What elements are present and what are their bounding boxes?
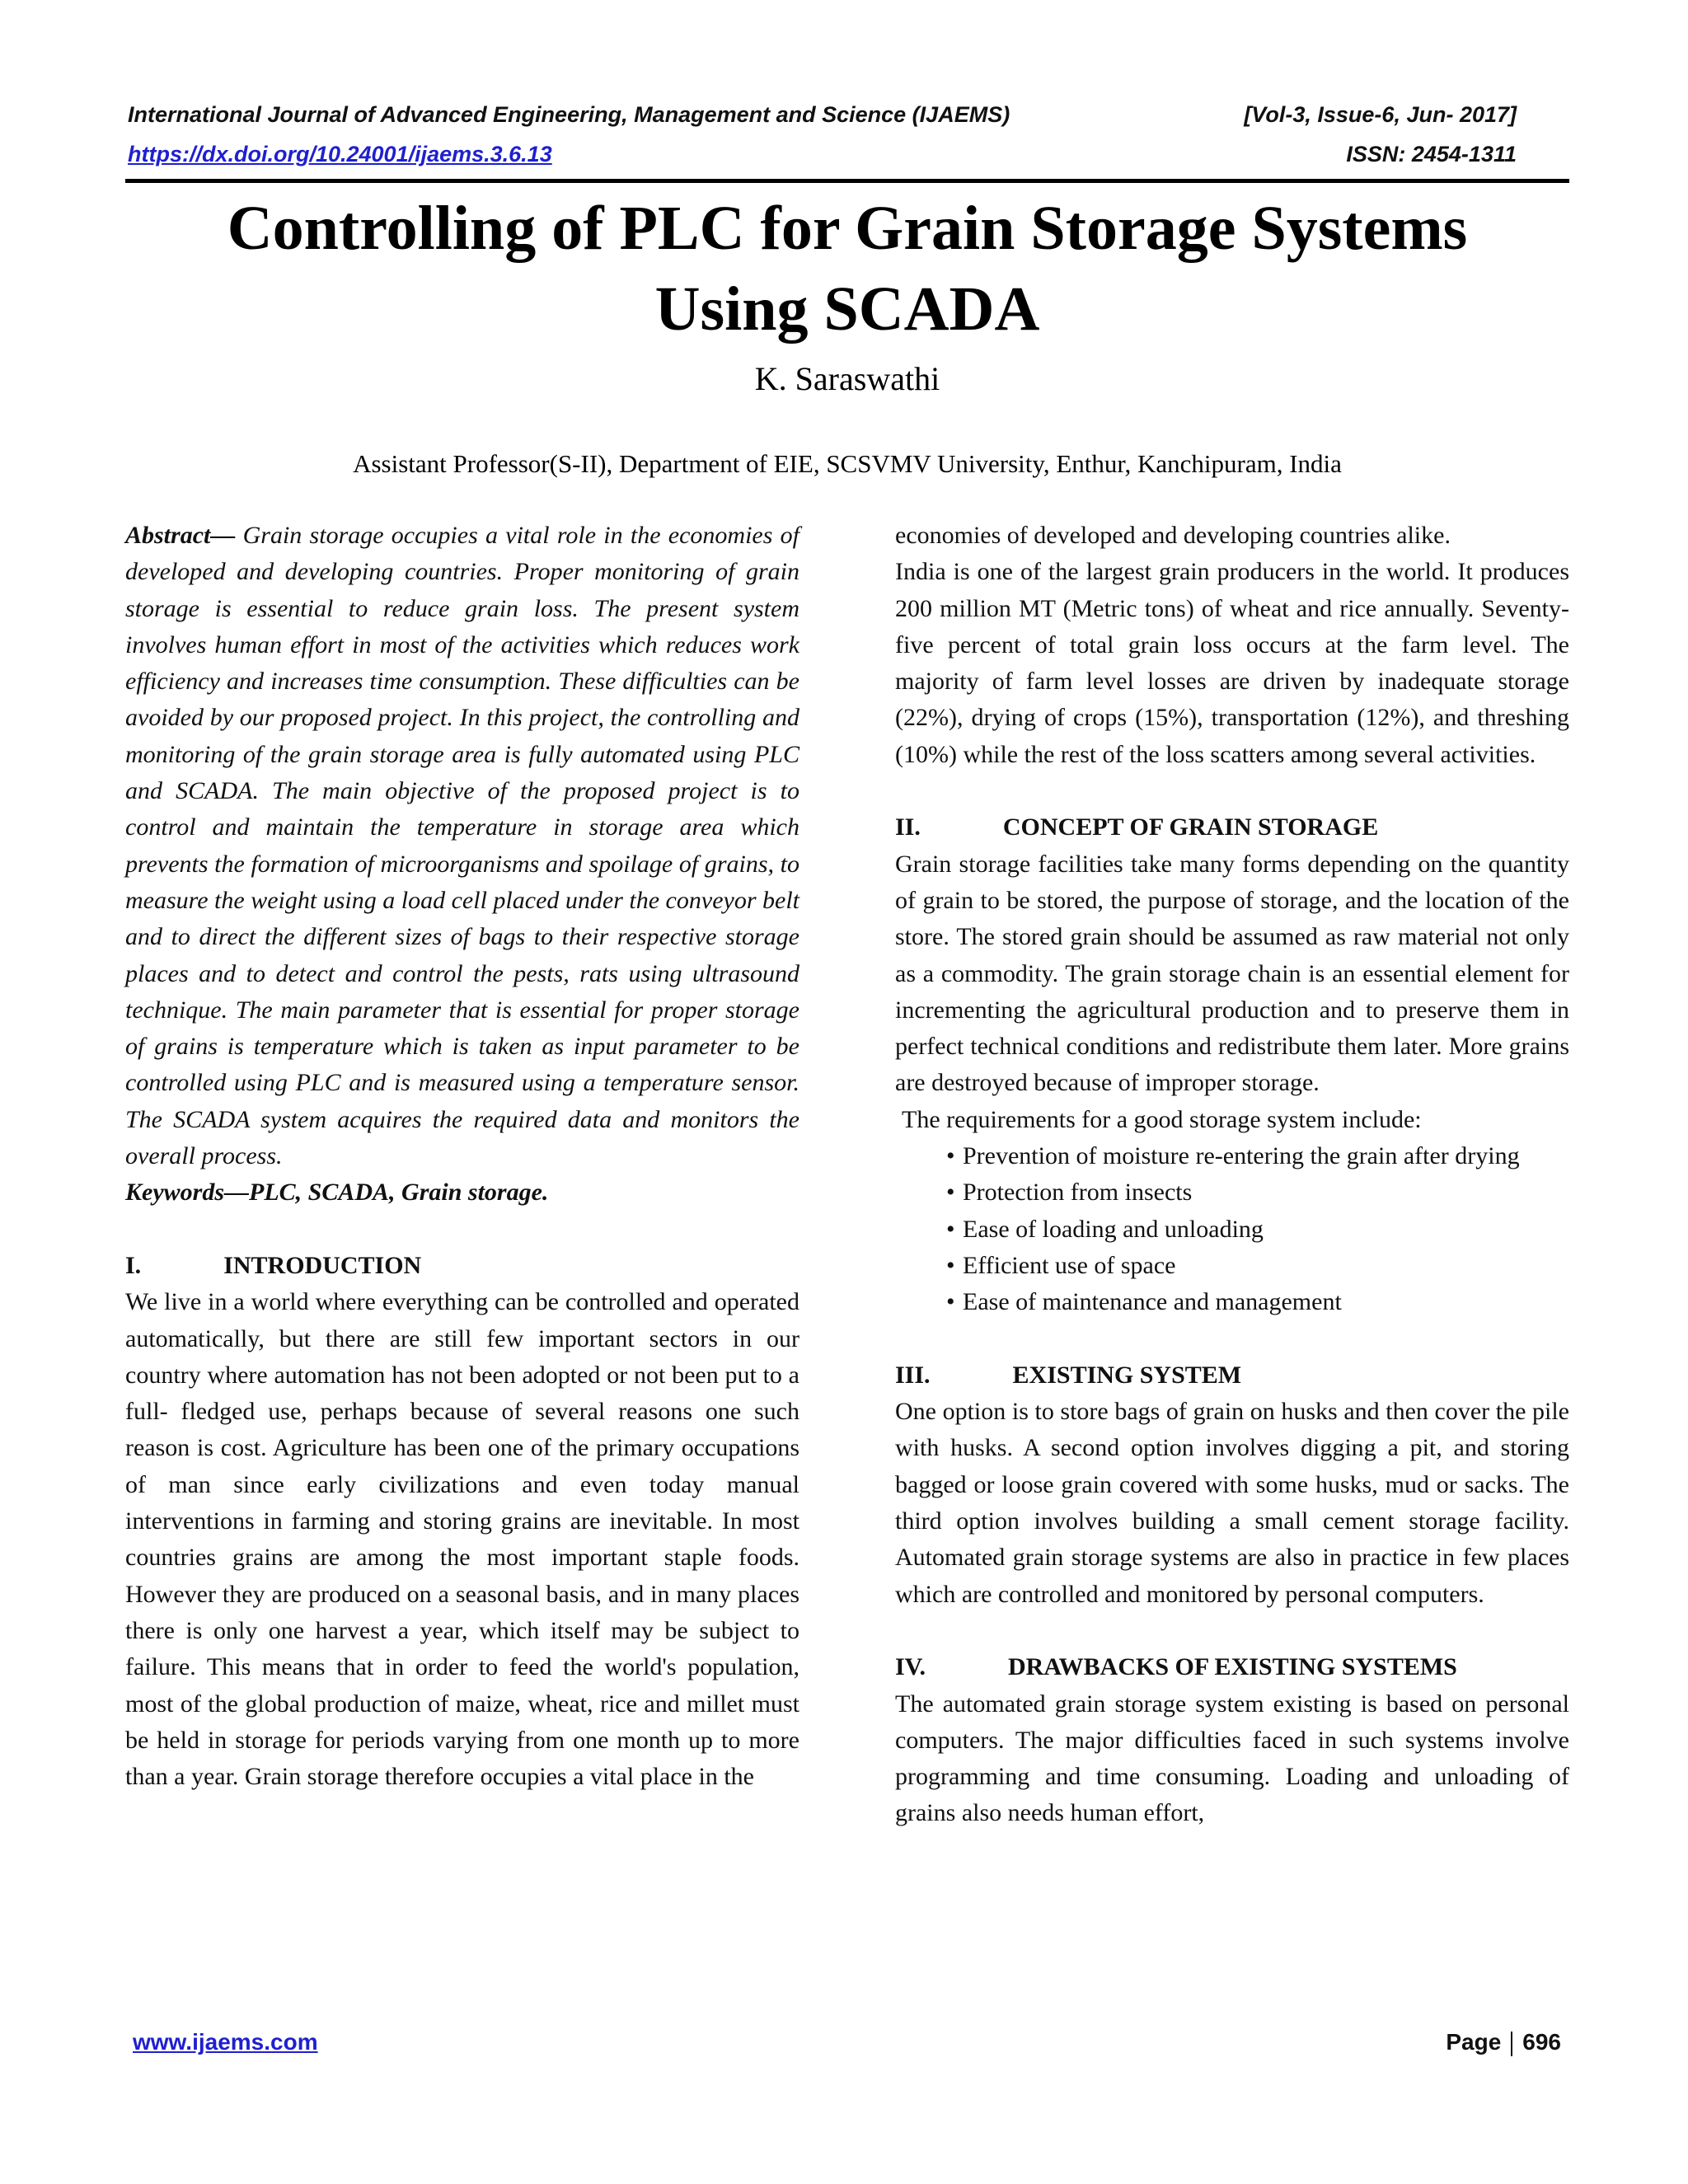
- author-name: K. Saraswathi: [754, 360, 940, 397]
- list-item: • Ease of loading and unloading: [946, 1212, 1569, 1248]
- page-label: Page: [1446, 2029, 1502, 2055]
- page-number: [1446, 2029, 1561, 2056]
- list-item: • Protection from insects: [946, 1174, 1569, 1211]
- right-column: [895, 518, 1569, 1832]
- issn: ISSN: 2454-1311: [1346, 142, 1517, 166]
- section-number: IV.: [895, 1653, 926, 1681]
- section-heading-concept: [895, 809, 1569, 846]
- title-line-1: Controlling of PLC for Grain Storage Systems: [227, 194, 1468, 263]
- list-item: • Efficient use of space: [946, 1248, 1569, 1284]
- doi-link[interactable]: https://dx.doi.org/10.24001/ijaems.3.6.13: [128, 142, 552, 166]
- section-title: EXISTING SYSTEM: [1012, 1361, 1242, 1389]
- requirements-intro: The requirements for a good storage system include:: [902, 1105, 1422, 1133]
- title-line-2: Using SCADA: [654, 274, 1040, 344]
- section-title: INTRODUCTION: [223, 1251, 422, 1279]
- list-item: • Ease of maintenance and management: [946, 1284, 1569, 1320]
- left-column: [125, 518, 799, 1795]
- abstract-paragraph: [125, 518, 799, 1174]
- paper-title: [125, 188, 1569, 349]
- section-number: II.: [895, 813, 921, 841]
- section-title: DRAWBACKS OF EXISTING SYSTEMS: [1007, 1653, 1457, 1681]
- header-rule: [125, 179, 1569, 183]
- section-heading-introduction: [125, 1248, 799, 1284]
- list-item: • Prevention of moisture re-entering the grain after drying: [946, 1138, 1569, 1174]
- drawbacks-paragraph: The automated grain storage system existing is based on personal computers. The major difficulties faced in such systems involve programming and time consuming. Loading and unloading of grains also needs human effort,: [895, 1690, 1569, 1827]
- section-number: III.: [895, 1361, 931, 1389]
- keywords: Keywords—PLC, SCADA, Grain storage.: [125, 1179, 549, 1207]
- introduction-continued: economies of developed and developing countries alike.: [895, 522, 1451, 549]
- section-heading-existing-system: [895, 1357, 1569, 1394]
- author-affiliation: Assistant Professor(S-II), Department of EIE, SCSVMV University, Enthur, Kanchipuram, India: [353, 449, 1342, 478]
- section-number: I.: [125, 1251, 142, 1279]
- page-number-value: 696: [1522, 2029, 1561, 2055]
- existing-system-paragraph: One option is to store bags of grain on husks and then cover the pile with husks. A second option involves digging a pit, and storing bagged or loose grain covered with some husks, mud or sacks. The third option involves building a small cement storage facility. Automated grain storage systems are also in practice in few places which are controlled and monitored by personal computers.: [895, 1398, 1569, 1608]
- volume-info: [Vol-3, Issue-6, Jun- 2017]: [1244, 102, 1517, 127]
- introduction-paragraph: We live in a world where everything can be controlled and operated automatically, but there are still few important sectors in our country where automation has not been adopted or not been put to a full- fledged use, perhaps because of several reasons one such reason is cost. Agriculture has been one of the primary occupations of man since early civilizations and even today manual interventions in farming and storing grains are inevitable. In most countries grains are among the most important staple foods. However they are produced on a seasonal basis, and in many places there is only one harvest a year, which itself may be subject to failure. This means that in order to feed the world's population, most of the global production of maize, wheat, rice and millet must be held in storage for periods varying from one month up to more than a year. Grain storage therefore occupies a vital place in the: [125, 1288, 799, 1791]
- abstract-label: Abstract—: [125, 522, 236, 549]
- concept-paragraph: Grain storage facilities take many forms depending on the quantity of grain to be stored, the purpose of storage, and the location of the store. The stored grain should be assumed as raw material not only as a commodity. The grain storage chain is an essential element for incrementing the agricultural production and to preserve them in perfect technical conditions and redistribute them later. More grains are destroyed because of improper storage.: [895, 850, 1569, 1097]
- journal-name: International Journal of Advanced Engineering, Management and Science (IJAEMS): [128, 102, 1010, 127]
- abstract-text: Grain storage occupies a vital role in the economies of developed and developing countries. Proper monitoring of grain storage is essential to reduce grain loss. The present system involves human effort in most of the activities which reduces work efficiency and increases time consumption. These difficulties can be avoided by our proposed project. In this project, the controlling and monitoring of the grain storage area is fully automated using PLC and SCADA. The main objective of the proposed project is to control and maintain the temperature in storage area which prevents the formation of microorganisms and spoilage of grains, to measure the weight using a load cell placed under the conveyor belt and to direct the different sizes of bags to their respective storage places and to detect and control the pests, rats using ultrasound technique. The main parameter that is essential for proper storage of grains is temperature which is taken as input parameter to be controlled using PLC and is measured using a temperature sensor. The SCADA system acquires the required data and monitors the overall process.: [125, 522, 800, 1170]
- page-separator: [1511, 2032, 1512, 2056]
- website-link[interactable]: www.ijaems.com: [133, 2029, 318, 2055]
- introduction-paragraph-2: India is one of the largest grain producers in the world. It produces 200 million MT (Metric tons) of wheat and rice annually. Seventy-five percent of total grain loss occurs at the farm level. The majority of farm level losses are driven by inadequate storage (22%), drying of crops (15%), transportation (12%), and threshing (10%) while the rest of the loss scatters among several activities.: [895, 558, 1569, 768]
- requirements-list: [895, 1138, 1569, 1320]
- section-title: CONCEPT OF GRAIN STORAGE: [1002, 813, 1379, 841]
- section-heading-drawbacks: [895, 1649, 1569, 1685]
